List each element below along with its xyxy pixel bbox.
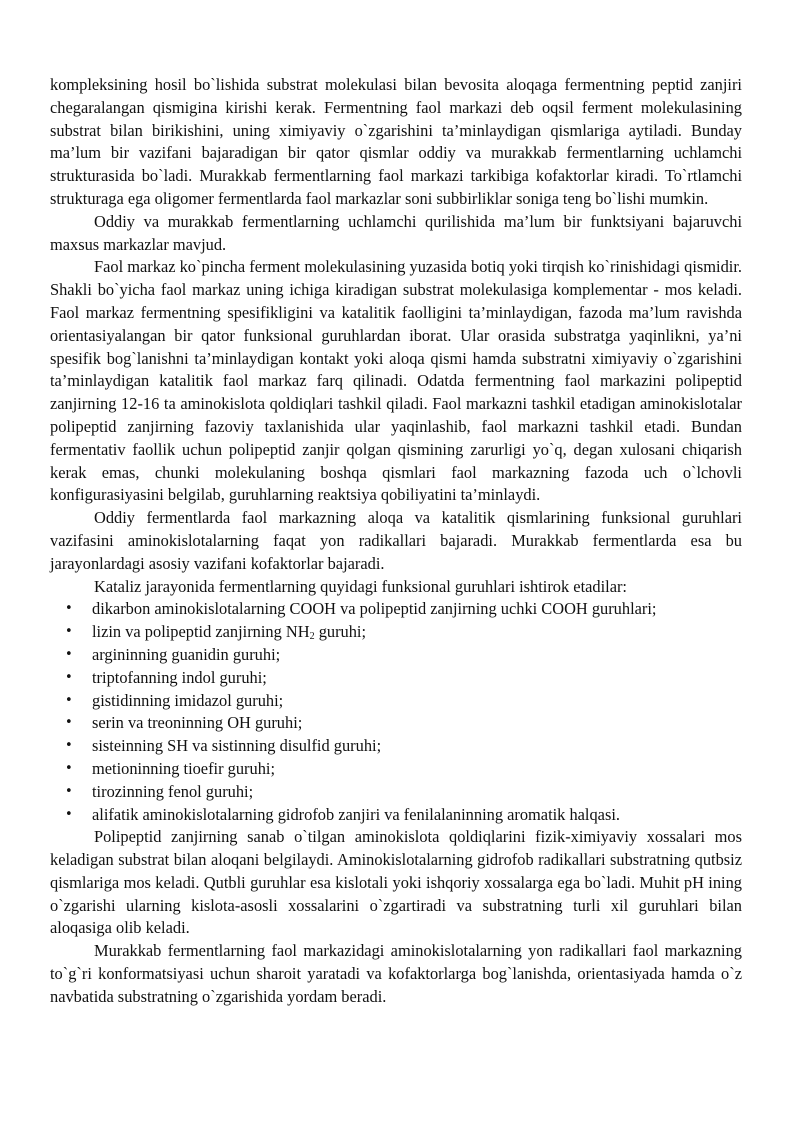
list-item-text: tirozinning fenol guruhi; xyxy=(92,781,254,801)
list-item-text: lizin va polipeptid zanjirning NH xyxy=(92,622,310,642)
paragraph-active-site-definition: kompleksining hosil bo`lishida substrat molekulasi bilan bevosita aloqaga fermentning peptid zanjiri chegaralangan qismigina kirishi kerak. Fermentning faol markazi deb oqsil ferment molekulasining substrat bilan birikishini, uning ximiyaviy o`zgarishini ta’minlaydigan qismlariga aytiladi. Bunday ma’lum bir vazifani bajaradigan bir qator qismlar oddiy va murakkab fermentlarning uchlamchi strukturasida bo`ladi. Murakkab fermentlarning faol markazi tarkibiga kofaktorlar kiradi. To`rtlamchi strukturaga ega oligomer fermentlarda faol markazlar soni subbirliklar soniga teng bo`lishi mumkin. xyxy=(50,75,742,208)
list-item xyxy=(65,644,742,667)
bullet-icon: • xyxy=(65,738,73,754)
paragraph-list-intro: Kataliz jarayonida fermentlarning quyidagi funksional guruhlari ishtirok etadilar: xyxy=(94,576,627,596)
list-item xyxy=(65,804,742,827)
paragraph-active-site-shape: Faol markaz ko`pincha ferment molekulasining yuzasida botiq yoki tirqish ko`rinishidagi qismidir. Shakli bo`yicha faol markaz uning ichiga kiradigan substrat molekulasiga komplementar - mos keladi. Faol markaz fermentning spesifikligini va katalitik faolligini ta’minlaydigan, fazoda ma’lum ravishda orientasiyalangan bir qator funksional guruhlardan iborat. Ular orasida substratga yaqinlikni, ya’ni spesifik bog`lanishni ta’minlaydigan kontakt yoki aloqa qismi hamda substratni ximiyaviy o`zgarishini ta’minlaydigan katalitik faol markaz farq qilinadi. Odatda fermentning faol markazini polipeptid zanjirning 12-16 ta aminokislota qoldiqlari tashkil qiladi. Faol markazni tashkil etadigan aminokislotalar polipeptid zanjirning fazoviy taxlanishida ular yaqinlashib, faol markazni tashkil etadi. Bundan fermentativ faollik uchun polipeptid zanjir qolgan qismining zarurligi yo`q, degan xulosani chiqarish kerak emas, chunki molekulaning boshqa qismlari faol markazning fazoda uch o`lchovli konfigurasiyasini belgilab, guruhlarning reaktsiya qobiliyatini ta’minlaydi. xyxy=(50,257,742,505)
list-item-text: metioninning tioefir guruhi; xyxy=(92,758,276,778)
list-item-text: triptofanning indol guruhi; xyxy=(92,667,267,687)
bullet-icon: • xyxy=(65,624,73,640)
list-item-text: gistidinning imidazol guruhi; xyxy=(92,690,284,710)
bullet-icon: • xyxy=(65,715,73,731)
list-item xyxy=(65,758,742,781)
list-item xyxy=(65,598,742,621)
list-item xyxy=(65,712,742,735)
bullet-icon: • xyxy=(65,783,73,799)
paragraph-complex-enzymes: Murakkab fermentlarning faol markazidagi aminokislotalarning yon radikallari faol markazning to`g`ri konformatsiyasi uchun sharoit yaratadi va kofaktorlarga bog`lanishda, orientasiyada hamda o`z navbatida substratning o`zgarishida yordam beradi. xyxy=(50,941,742,1006)
list-item xyxy=(65,621,742,644)
list-item-text: dikarbon aminokislotalarning COOH va polipeptid zanjirning uchki COOH guruhlari; xyxy=(92,599,657,619)
list-item-text: alifatik aminokislotalarning gidrofob zanjiri va fenilalaninning aromatik halqasi. xyxy=(92,804,620,824)
list-item xyxy=(65,735,742,758)
list-item xyxy=(65,667,742,690)
paragraph-substrate-binding: Polipeptid zanjirning sanab o`tilgan aminokislota qoldiqlarini fizik-ximiyaviy xossalari mos keladigan substrat bilan aloqani belgilaydi. Aminokislotalarning gidrofob radikallari substratning qutbsiz qismlariga mos keladi. Qutbli guruhlar esa kislotali yoki ishqoriy xossalarga ega bo`ladi. Muhit pH ining o`zgarishi ularning kislota-asosli xossalarini o`zgartiradi va substratning turli xil guruhlari bilan aloqasiga olib keladi. xyxy=(50,827,742,938)
bullet-icon: • xyxy=(65,806,73,822)
paragraph-special-centers: Oddiy va murakkab fermentlarning uchlamchi qurilishida ma’lum bir funktsiyani bajaruvchi maxsus markazlar mavjud. xyxy=(50,211,742,254)
list-item xyxy=(65,690,742,713)
list-item-text-end: guruhi; xyxy=(314,622,367,642)
bullet-icon: • xyxy=(65,760,73,776)
bullet-icon: • xyxy=(65,669,73,685)
subscript: 2 xyxy=(309,631,315,643)
list-item-text: argininning guanidin guruhi; xyxy=(92,644,281,664)
functional-groups-list xyxy=(50,598,742,826)
bullet-icon: • xyxy=(65,646,73,662)
list-item-text: sisteinning SH va sistinning disulfid guruhi; xyxy=(92,736,382,756)
list-item xyxy=(65,781,742,804)
bullet-icon: • xyxy=(65,601,73,617)
bullet-icon: • xyxy=(65,692,73,708)
paragraph-functional-groups-role: Oddiy fermentlarda faol markazning aloqa va katalitik qismlarining funksional guruhlari vazifasini aminokislotalarning faqat yon radikallari bajaradi. Murakkab fermentlarda esa bu jarayonlardagi asosiy vazifani kofaktorlar bajaradi. xyxy=(50,508,742,573)
list-item-text: serin va treoninning OH guruhi; xyxy=(92,713,303,733)
